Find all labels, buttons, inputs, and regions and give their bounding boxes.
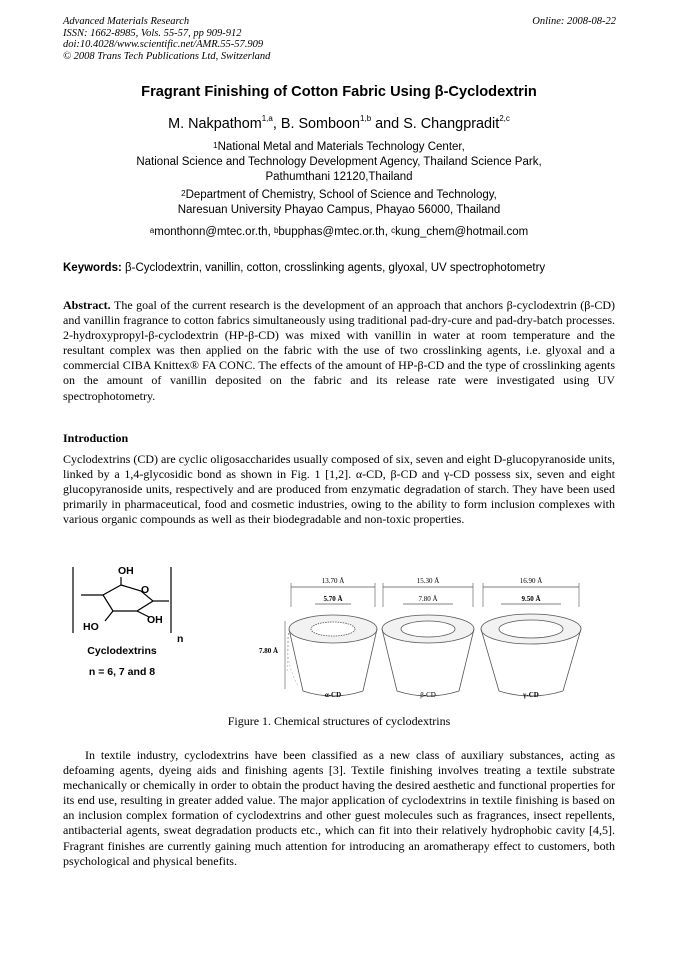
alpha-outer-diameter: 13.70 Å (321, 577, 345, 585)
affiliation-line: National Metal and Materials Technology Center, (217, 141, 465, 153)
email-address: monthonn@mtec.or.th (154, 226, 268, 238)
structure-label-o: O (141, 584, 150, 596)
author-separator: , (272, 116, 281, 132)
affiliation-line: National Science and Technology Development Agency, Thailand Science Park, (136, 156, 542, 169)
affiliation-line: Department of Chemistry, School of Science and Technology, (185, 189, 497, 201)
structure-label-oh-top: OH (118, 565, 134, 577)
structure-label-oh-right: OH (147, 614, 163, 626)
affiliation-line: Pathumthani 12120,Thailand (265, 171, 413, 184)
email-mark: b (273, 226, 279, 235)
author-affiliation-mark: 1,b (360, 114, 372, 123)
section-heading-introduction: Introduction (63, 431, 129, 445)
beta-cd-cone (382, 577, 474, 699)
beta-outer-diameter: 15.30 Å (416, 577, 440, 585)
author-conjunction: and (371, 116, 404, 132)
figure-caption: Figure 1. Chemical structures of cyclodextrins (227, 714, 451, 728)
gamma-inner-diameter: 9.50 Å (521, 595, 541, 603)
journal-issn: ISSN: 1662-8985, Vols. 55-57, pp 909-912 (63, 27, 242, 39)
author-emails: $^a$monthonn@mtec.or.th, $^b$bupphas@mtec.or.th, $^c$kung_chem@hotmail.com (149, 226, 529, 238)
gamma-cd-label: γ-CD (523, 691, 539, 699)
gamma-outer-diameter: 16.90 Å (519, 577, 543, 585)
online-date: Online: 2008-08-22 (532, 16, 616, 27)
beta-inner-diameter: 7.80 Å (418, 595, 438, 603)
cone-height-label: 7.80 Å (259, 647, 279, 655)
alpha-cd-label: α-CD (324, 691, 342, 699)
affiliation-2 (0, 188, 678, 218)
cyclodextrin-figure (63, 561, 615, 711)
keywords (63, 262, 545, 274)
alpha-cd-cone (287, 577, 377, 699)
author-name: B. Somboon (280, 116, 361, 132)
introduction-paragraph-2: In textile industry, cyclodextrins have been classified as a new class of auxiliary substances, acting as defoaming agents, dyeing aids and finishing agents [3]. Textile finishing involves treating a textile substrate mechanically or chemically in order to obtain the product having the desired aesthetic and functional properties for its end use, resulting in greater added value. The major application of cyclodextrins in textile finishing is based on an inclusion complex formation of cyclodextrins and other guest molecules such as fragrances, insect repellents, antibacterial agents, sweat degradation products etc., which can fit into their relatively hydrophobic cavity [4,5]. Fragrant finishes are currently gaining much attention for introducing an aromatherapy effect to customers, both psychological and physical benefits. (63, 748, 615, 868)
journal-header (63, 16, 270, 62)
email-address: bupphas@mtec.or.th (278, 226, 385, 238)
beta-cd-label: β-CD (420, 691, 436, 699)
keywords-text: β-Cyclodextrin, vanillin, cotton, crosslinking agents, glyoxal, UV spectrophotometry (125, 262, 546, 274)
author-list (0, 116, 678, 132)
journal-doi: doi:10.4028/www.scientific.net/AMR.55-57.909 (63, 39, 264, 51)
email-address: kung_chem@hotmail.com (395, 226, 529, 238)
structure-label-n: n (177, 633, 184, 645)
journal-copyright: © 2008 Trans Tech Publications Ltd, Switzerland (63, 50, 271, 62)
introduction-paragraph-1: Cyclodextrins (CD) are cyclic oligosaccharides usually composed of six, seven and eight D-glucopyranoside units, linked by a 1,4-glycosidic bond as shown in Fig. 1 [1,2]. α-CD, β-CD and γ-CD possess six, seven and eight glucopyranoside units, respectively and are produced from enzymatic degradation of starch. They have been used primarily in pharmaceutical, food and cosmetic industries, owing to the ability to form inclusion complexes with various organic compounds as well as their biodegradable and non-toxic properties. (63, 452, 615, 527)
author-name: M. Nakpathom (168, 116, 262, 132)
abstract-label: Abstract. (63, 298, 111, 312)
alpha-inner-diameter: 5.70 Å (323, 595, 343, 603)
affiliation-mark: 2 (181, 189, 186, 198)
affiliation-mark: 1 (213, 141, 218, 150)
affiliation-1 (0, 140, 678, 186)
author-name: S. Changpradit (403, 116, 500, 132)
email-mark: a (149, 226, 155, 235)
structure-n-values: n = 6, 7 and 8 (88, 666, 156, 678)
paper-title: Fragrant Finishing of Cotton Fabric Using β-Cyclodextrin (141, 84, 537, 100)
author-affiliation-mark: 1,a (261, 114, 273, 123)
keywords-label: Keywords: (63, 262, 122, 274)
figure-1 (63, 561, 615, 711)
journal-name: Advanced Materials Research (63, 16, 190, 27)
author-affiliation-mark: 2,c (499, 114, 510, 123)
gamma-cd-cone (481, 577, 581, 699)
affiliation-line: Naresuan University Phayao Campus, Phayao 56000, Thailand (177, 204, 501, 217)
email-mark: c (391, 226, 396, 235)
structure-label-ho: HO (83, 621, 99, 633)
abstract (63, 298, 615, 404)
structure-caption: Cyclodextrins (87, 645, 157, 657)
abstract-text: The goal of the current research is the development of an approach that anchors β-cyclodextrin (β-CD) and vanillin fragrance to cotton fabrics simultaneously using traditional pad-dry-cure and pad-dry-batch processes. 2-hydroxypropyl-β-cyclodextrin (HP-β-CD) was mixed with vanillin in water at room temperature and the resultant complex was then applied on the fabric with the use of two crosslinking agents, i.e. glyoxal and a commercial CIBA Knittex® FA CONC. The effects of the amount of HP-β-CD and the type of crosslinking agents on the amount of vanillin deposited on the fabric and its release rate were investigated using UV spectrophotometry. (63, 298, 615, 403)
